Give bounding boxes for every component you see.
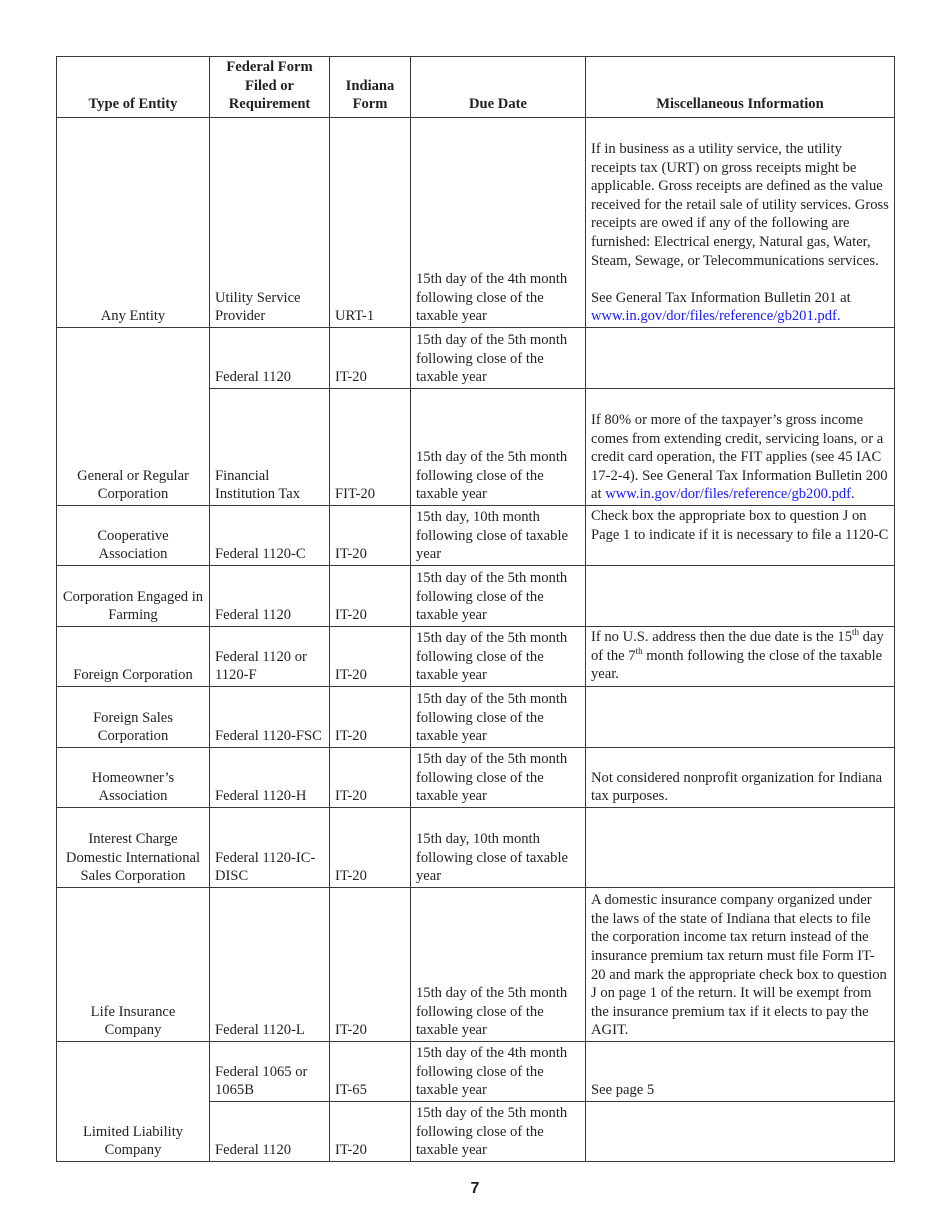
misc-info-cell: See page 5 [586,1042,895,1102]
federal-form-cell: Federal 1120 or 1120-F [210,627,330,687]
federal-form-cell: Utility Service Provider [210,118,330,328]
misc-info-cell [586,328,895,389]
misc-info-cell [586,627,895,687]
entity-type-cell: Any Entity [57,118,210,328]
misc-info-cell [586,118,895,328]
indiana-form-cell: IT-20 [330,687,411,748]
ordinal-suffix: th [635,645,643,656]
entity-type-cell: Interest Charge Domestic International Sales Corporation [57,808,210,888]
header-misc-info: Miscellaneous Information [586,57,895,118]
table-row [57,808,895,888]
header-federal-form: Federal Form Filed or Requirement [210,57,330,118]
table-row [57,748,895,808]
bulletin-201-link[interactable]: www.in.gov/dor/files/reference/gb201.pdf. [591,308,841,325]
misc-text: If 80% or more of the taxpayer’s gross income comes from extending credit, servicing loans, or a credit card operation, the FIT applies (see 45 IAC 17-2-4). See General Tax Information Bulletin 200 at [591,412,888,503]
due-date-cell: 15th day of the 5th month following close of the taxable year [411,1102,586,1162]
bulletin-200-link[interactable]: www.in.gov/dor/files/reference/gb200.pdf. [605,486,855,503]
misc-info-cell: Check box the appropriate box to question J on Page 1 to indicate if it is necessary to file a 1120-C [586,506,895,566]
entity-type-cell: Life Insurance Company [57,888,210,1042]
table-row [57,506,895,566]
entity-type-cell: Homeowner’s Association [57,748,210,808]
misc-info-cell [586,808,895,888]
indiana-form-cell: IT-20 [330,328,411,389]
misc-info-cell: A domestic insurance company organized under the laws of the state of Indiana that elects to file the corporation income tax return instead of the insurance premium tax return must file Form IT-20 and mark the appropriate check box to question J on page 1 of the return. It will be exempt from the insurance premium tax if it elects to pay the AGIT. [586,888,895,1042]
federal-form-cell: Federal 1120-H [210,748,330,808]
header-due-date: Due Date [411,57,586,118]
federal-form-cell: Federal 1120-IC-DISC [210,808,330,888]
header-indiana-form: Indiana Form [330,57,411,118]
table-row [57,888,895,1042]
misc-text: If no U.S. address then the due date is the 15 [591,629,853,645]
misc-text: See General Tax Information Bulletin 201 at [591,289,851,306]
page-number: 7 [470,1180,480,1197]
federal-form-cell: Federal 1120-L [210,888,330,1042]
indiana-form-cell: IT-65 [330,1042,411,1102]
misc-paragraph [591,289,889,326]
due-date-cell: 15th day of the 5th month following close of the taxable year [411,328,586,389]
due-date-cell: 15th day of the 5th month following close of the taxable year [411,389,586,506]
entity-type-cell: General or Regular Corporation [57,328,210,506]
table-row [57,566,895,627]
federal-form-cell: Federal 1120-FSC [210,687,330,748]
indiana-form-cell: IT-20 [330,627,411,687]
misc-text: month following the close of the taxable year. [591,647,883,683]
table-row [57,687,895,748]
entity-type-cell: Foreign Sales Corporation [57,687,210,748]
indiana-form-cell: FIT-20 [330,389,411,506]
entity-type-cell: Limited Liability Company [57,1042,210,1162]
federal-form-cell: Federal 1120 [210,1102,330,1162]
due-date-cell: 15th day of the 5th month following close of the taxable year [411,627,586,687]
table-row [57,328,895,389]
table-header-row [57,57,895,118]
due-date-cell: 15th day of the 5th month following close of the taxable year [411,566,586,627]
misc-text: day of the 7 [591,629,884,664]
entity-filing-table [56,56,895,1162]
misc-info-cell [586,687,895,748]
entity-type-cell: Corporation Engaged in Farming [57,566,210,627]
indiana-form-cell: IT-20 [330,566,411,627]
paragraph-spacer [591,270,889,289]
due-date-cell: 15th day of the 5th month following close of the taxable year [411,888,586,1042]
indiana-form-cell: IT-20 [330,748,411,808]
misc-info-cell: Not considered nonprofit organization for Indiana tax purposes. [586,748,895,808]
ordinal-suffix: th [852,627,860,638]
federal-form-cell: Financial Institution Tax [210,389,330,506]
table-row [57,1042,895,1102]
misc-info-cell [586,1102,895,1162]
due-date-cell: 15th day, 10th month following close of taxable year [411,506,586,566]
federal-form-cell: Federal 1120 [210,566,330,627]
indiana-form-cell: IT-20 [330,506,411,566]
due-date-cell: 15th day of the 5th month following close of the taxable year [411,687,586,748]
indiana-form-cell: URT-1 [330,118,411,328]
due-date-cell: 15th day of the 4th month following close of the taxable year [411,1042,586,1102]
federal-form-cell: Federal 1120-C [210,506,330,566]
misc-paragraph: If in business as a utility service, the utility receipts tax (URT) on gross receipts might be applicable. Gross receipts are defined as the value received for the retail sale of utility services. Gross receipts are owed if any of the following are furnished: Electrical energy, Natural gas, Water, Steam, Sewage, or Telecommunications services. [591,141,889,269]
entity-type-cell: Cooperative Association [57,506,210,566]
entity-type-cell: Foreign Corporation [57,627,210,687]
due-date-cell: 15th day, 10th month following close of taxable year [411,808,586,888]
due-date-cell: 15th day of the 4th month following close of the taxable year [411,118,586,328]
indiana-form-cell: IT-20 [330,808,411,888]
federal-form-cell: Federal 1120 [210,328,330,389]
header-type-of-entity: Type of Entity [57,57,210,118]
misc-info-cell [586,389,895,506]
table-row [57,118,895,328]
misc-info-cell [586,566,895,627]
indiana-form-cell: IT-20 [330,1102,411,1162]
due-date-cell: 15th day of the 5th month following close of the taxable year [411,748,586,808]
federal-form-cell: Federal 1065 or 1065B [210,1042,330,1102]
table-row [57,627,895,687]
indiana-form-cell: IT-20 [330,888,411,1042]
